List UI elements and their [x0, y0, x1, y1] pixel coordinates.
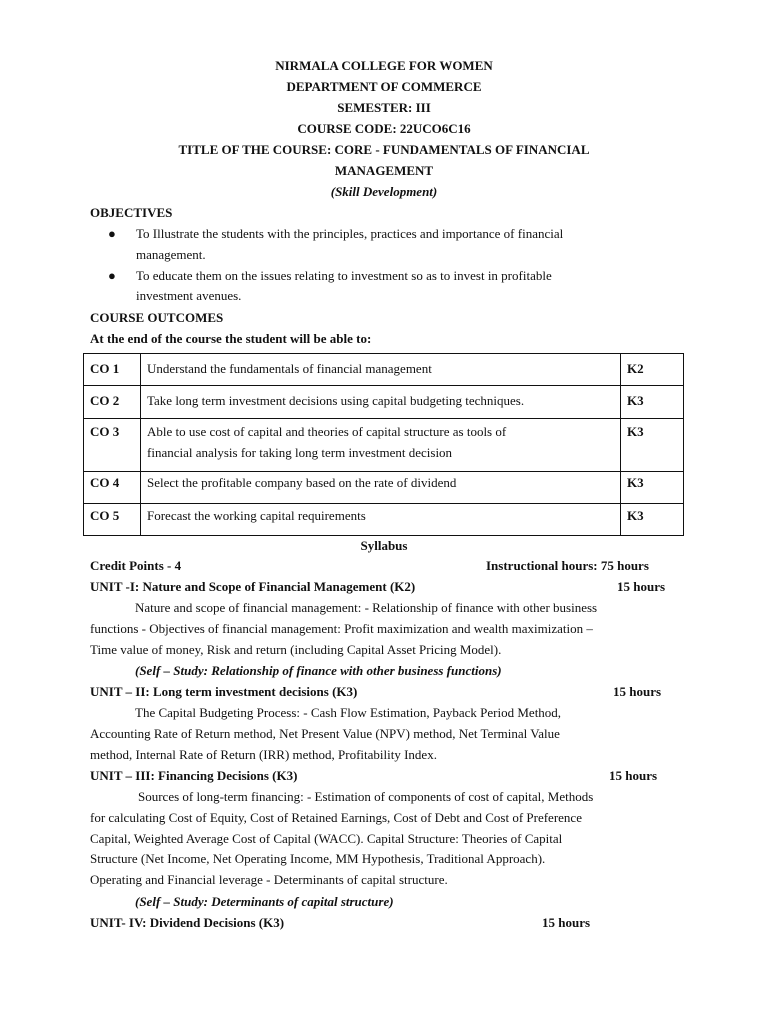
instructional-hours: Instructional hours: 75 hours [486, 558, 649, 573]
unit-4-hours: 15 hours [542, 915, 591, 930]
objectives-list [108, 224, 648, 307]
objective-item: ● To educate them on the issues relating to investment so as to invest in profitable investment avenues. [108, 267, 552, 304]
unit-3-hours: 15 hours [609, 768, 658, 783]
unit-1-title: UNIT -I: Nature and Scope of Financial Management (K2) [90, 579, 416, 594]
course-outcomes-intro: At the end of the course the student will be able to: [90, 331, 372, 346]
course-subtitle: (Skill Development) [330, 184, 438, 199]
course-outcomes-table [83, 353, 684, 536]
syllabus-heading: Syllabus [360, 538, 408, 553]
course-code: COURSE CODE: 22UCO6C16 [297, 121, 471, 136]
table-row: CO 1 Understand the fundamentals of financial management K2 [84, 354, 684, 386]
table-row: CO 5 Forecast the working capital requirements K3 [84, 504, 684, 536]
unit-2-title: UNIT – II: Long term investment decisions (K3) [90, 684, 358, 699]
college-name: NIRMALA COLLEGE FOR WOMEN [275, 58, 493, 73]
unit-1-content: Nature and scope of financial management: - Relationship of finance with other business functions - Objectives of financial management: Profit maximization and wealth maximization – Time value of money, Risk and return (including Capital Asset Pricing Model). [90, 600, 598, 657]
unit-4-title: UNIT- IV: Dividend Decisions (K3) [90, 915, 285, 930]
semester: SEMESTER: III [337, 100, 431, 115]
unit-3-title: UNIT – III: Financing Decisions (K3) [90, 768, 298, 783]
bullet-icon: ● [108, 267, 116, 283]
credit-points: Credit Points - 4 [90, 558, 182, 573]
table-row: CO 4 Select the profitable company based on the rate of dividend K3 [84, 472, 684, 504]
bullet-icon: ● [108, 226, 116, 241]
objectives-heading: OBJECTIVES [90, 205, 173, 220]
objective-item: ● To Illustrate the students with the principles, practices and importance of financial management. [108, 226, 564, 262]
unit-3-content: Sources of long-term financing: - Estimation of components of cost of capital, Methods for calculating Cost of Equity, Cost of Retained Earnings, Cost of Debt and Cost of Preference Capital, Weighted Average Cost of Capital (WACC). Capital Structure: Theories of Capital Structure (Net Income, Net Operating Income, MM Hypothesis, Traditional Approach). Operating and Financial leverage - Determinants of capital structure. [90, 789, 594, 888]
course-title-line1: TITLE OF THE COURSE: CORE - FUNDAMENTALS OF FINANCIAL [178, 142, 590, 157]
unit-2-content: The Capital Budgeting Process: - Cash Flow Estimation, Payback Period Method, Accounting Rate of Return method, Net Present Value (NPV) method, Net Terminal Value method, Internal Rate of Return (IRR) method, Profitability Index. [90, 705, 562, 762]
table-row: CO 3 Able to use cost of capital and theories of capital structure as tools of financial analysis for taking long term investment decision K3 [84, 419, 684, 472]
unit-1-self-study: (Self – Study: Relationship of finance with other business functions) [135, 663, 502, 678]
department-name: DEPARTMENT OF COMMERCE [286, 79, 482, 94]
course-title-line2: MANAGEMENT [334, 163, 434, 178]
unit-2-hours: 15 hours [613, 684, 662, 699]
unit-1-hours: 15 hours [617, 579, 666, 594]
course-outcomes-heading: COURSE OUTCOMES [90, 310, 224, 325]
table-row: CO 2 Take long term investment decisions using capital budgeting techniques. K3 [84, 386, 684, 419]
unit-3-self-study: (Self – Study: Determinants of capital structure) [135, 894, 394, 909]
